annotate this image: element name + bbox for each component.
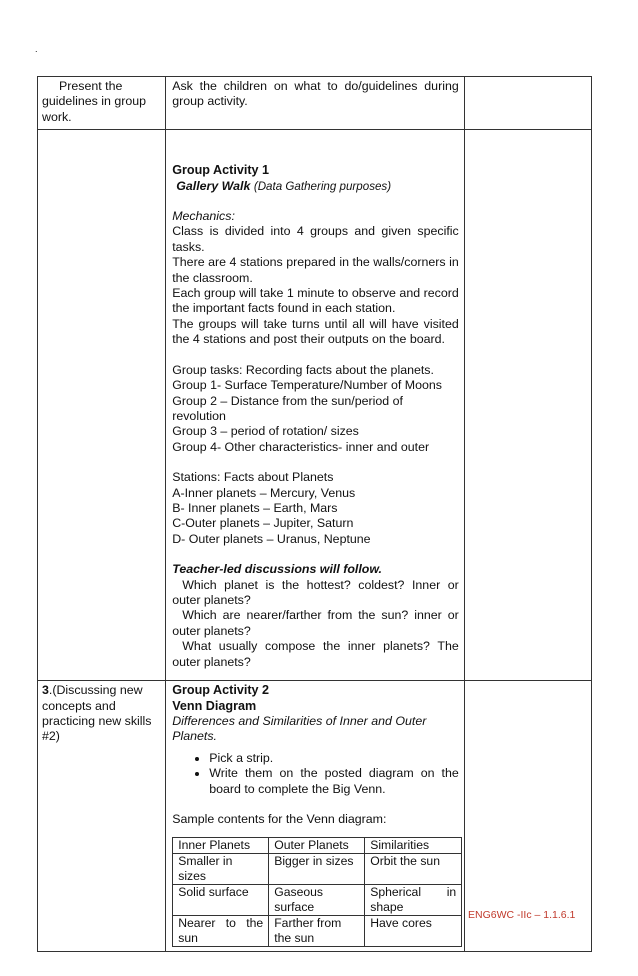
venn-header-cell: Outer Planets	[269, 838, 365, 854]
activity1-subtitle-line	[172, 179, 459, 194]
station-item: C-Outer planets – Jupiter, Saturn	[172, 516, 354, 531]
discussion-question: Which are nearer/farther from the sun? inner or outer planets?	[172, 608, 459, 638]
mechanics-item: The groups will take turns until all will have visited the 4 stations and post their outputs on the board.	[172, 316, 459, 347]
venn-cell: Gaseous surface	[269, 885, 365, 916]
mechanics-item: Each group will take 1 minute to observe and record the important facts found in each station.	[172, 286, 459, 316]
activity1-subtitle: Gallery Walk	[176, 178, 251, 193]
venn-header-cell: Similarities	[365, 838, 462, 854]
task-item: Group 2 – Distance from the sun/period of revolution	[172, 393, 403, 423]
venn-cell: Spherical in shape	[365, 885, 462, 916]
row-guidelines	[38, 77, 592, 130]
discussion-question: What usually compose the inner planets? The outer planets?	[172, 639, 459, 669]
row3-left-text	[42, 683, 160, 745]
row3-number: 3	[42, 683, 49, 698]
tasks-label: Group tasks: Recording facts about the planets.	[172, 362, 434, 377]
row1-left-cell	[38, 77, 166, 130]
bullet-item: • Write them on the posted diagram on the board to complete the Big Venn.	[209, 766, 459, 797]
venn-row	[173, 885, 462, 916]
curriculum-code: ENG6WC -IIc – 1.1.6.1	[468, 909, 576, 921]
venn-row	[173, 916, 462, 947]
activity2-description: Differences and Similarities of Inner and Outer Planets.	[172, 714, 427, 744]
discussion-question: Which planet is the hottest? coldest? Inner or outer planets?	[172, 577, 459, 607]
activity2-title: Group Activity 2	[172, 683, 270, 698]
row1-left-text: Present the guidelines in group work.	[42, 79, 147, 124]
station-item: A-Inner planets – Mercury, Venus	[172, 485, 356, 500]
venn-cell: Farther from the sun	[269, 916, 365, 947]
activity2-subtitle: Venn Diagram	[172, 698, 257, 713]
bullet-item: • Pick a strip.	[209, 751, 459, 766]
stations-label: Stations: Facts about Planets	[172, 470, 334, 485]
mechanics-list	[172, 224, 459, 347]
row3-middle-cell	[166, 681, 465, 952]
row1-middle-text: Ask the children on what to do/guidelines during group activity.	[172, 79, 459, 109]
task-item: Group 4- Other characteristics- inner and outer	[172, 439, 430, 454]
activity2-bullets	[172, 751, 459, 797]
venn-cell: Orbit the sun	[365, 854, 462, 885]
station-item: D- Outer planets – Uranus, Neptune	[172, 531, 371, 546]
row3-left-label: .(Discussing new concepts and practicing new skills #2)	[42, 683, 152, 744]
row2-middle-cell	[166, 130, 465, 681]
venn-cell: Have cores	[365, 916, 462, 947]
row3-left-cell	[38, 681, 166, 952]
activity1-title: Group Activity 1	[172, 163, 270, 178]
task-item: Group 1- Surface Temperature/Number of Moons	[172, 378, 442, 393]
row1-middle-cell	[166, 77, 465, 130]
venn-header-row	[173, 838, 462, 854]
venn-cell: Bigger in sizes	[269, 854, 365, 885]
lesson-plan-table	[37, 76, 592, 952]
row2-left-cell	[38, 130, 166, 681]
venn-table	[172, 837, 462, 947]
venn-cell: Nearer to the sun	[173, 916, 269, 947]
top-mark: .	[35, 44, 38, 54]
venn-cell: Solid surface	[173, 885, 269, 916]
row2-right-cell	[464, 130, 591, 681]
venn-header-cell: Inner Planets	[173, 838, 269, 854]
station-item: B- Inner planets – Earth, Mars	[172, 500, 338, 515]
sample-label: Sample contents for the Venn diagram:	[172, 812, 387, 827]
venn-row	[173, 854, 462, 885]
row1-right-cell	[464, 77, 591, 130]
venn-cell: Smaller in sizes	[173, 854, 269, 885]
mechanics-item: There are 4 stations prepared in the walls/corners in the classroom.	[172, 255, 459, 285]
activity1-subtitle-note: (Data Gathering purposes)	[253, 179, 392, 193]
mechanics-item: Class is divided into 4 groups and given specific tasks.	[172, 224, 459, 254]
discussion-label: Teacher-led discussions will follow.	[172, 562, 382, 577]
task-item: Group 3 – period of rotation/ sizes	[172, 424, 359, 439]
mechanics-label: Mechanics:	[172, 209, 235, 224]
row-group-activity-1	[38, 130, 592, 681]
